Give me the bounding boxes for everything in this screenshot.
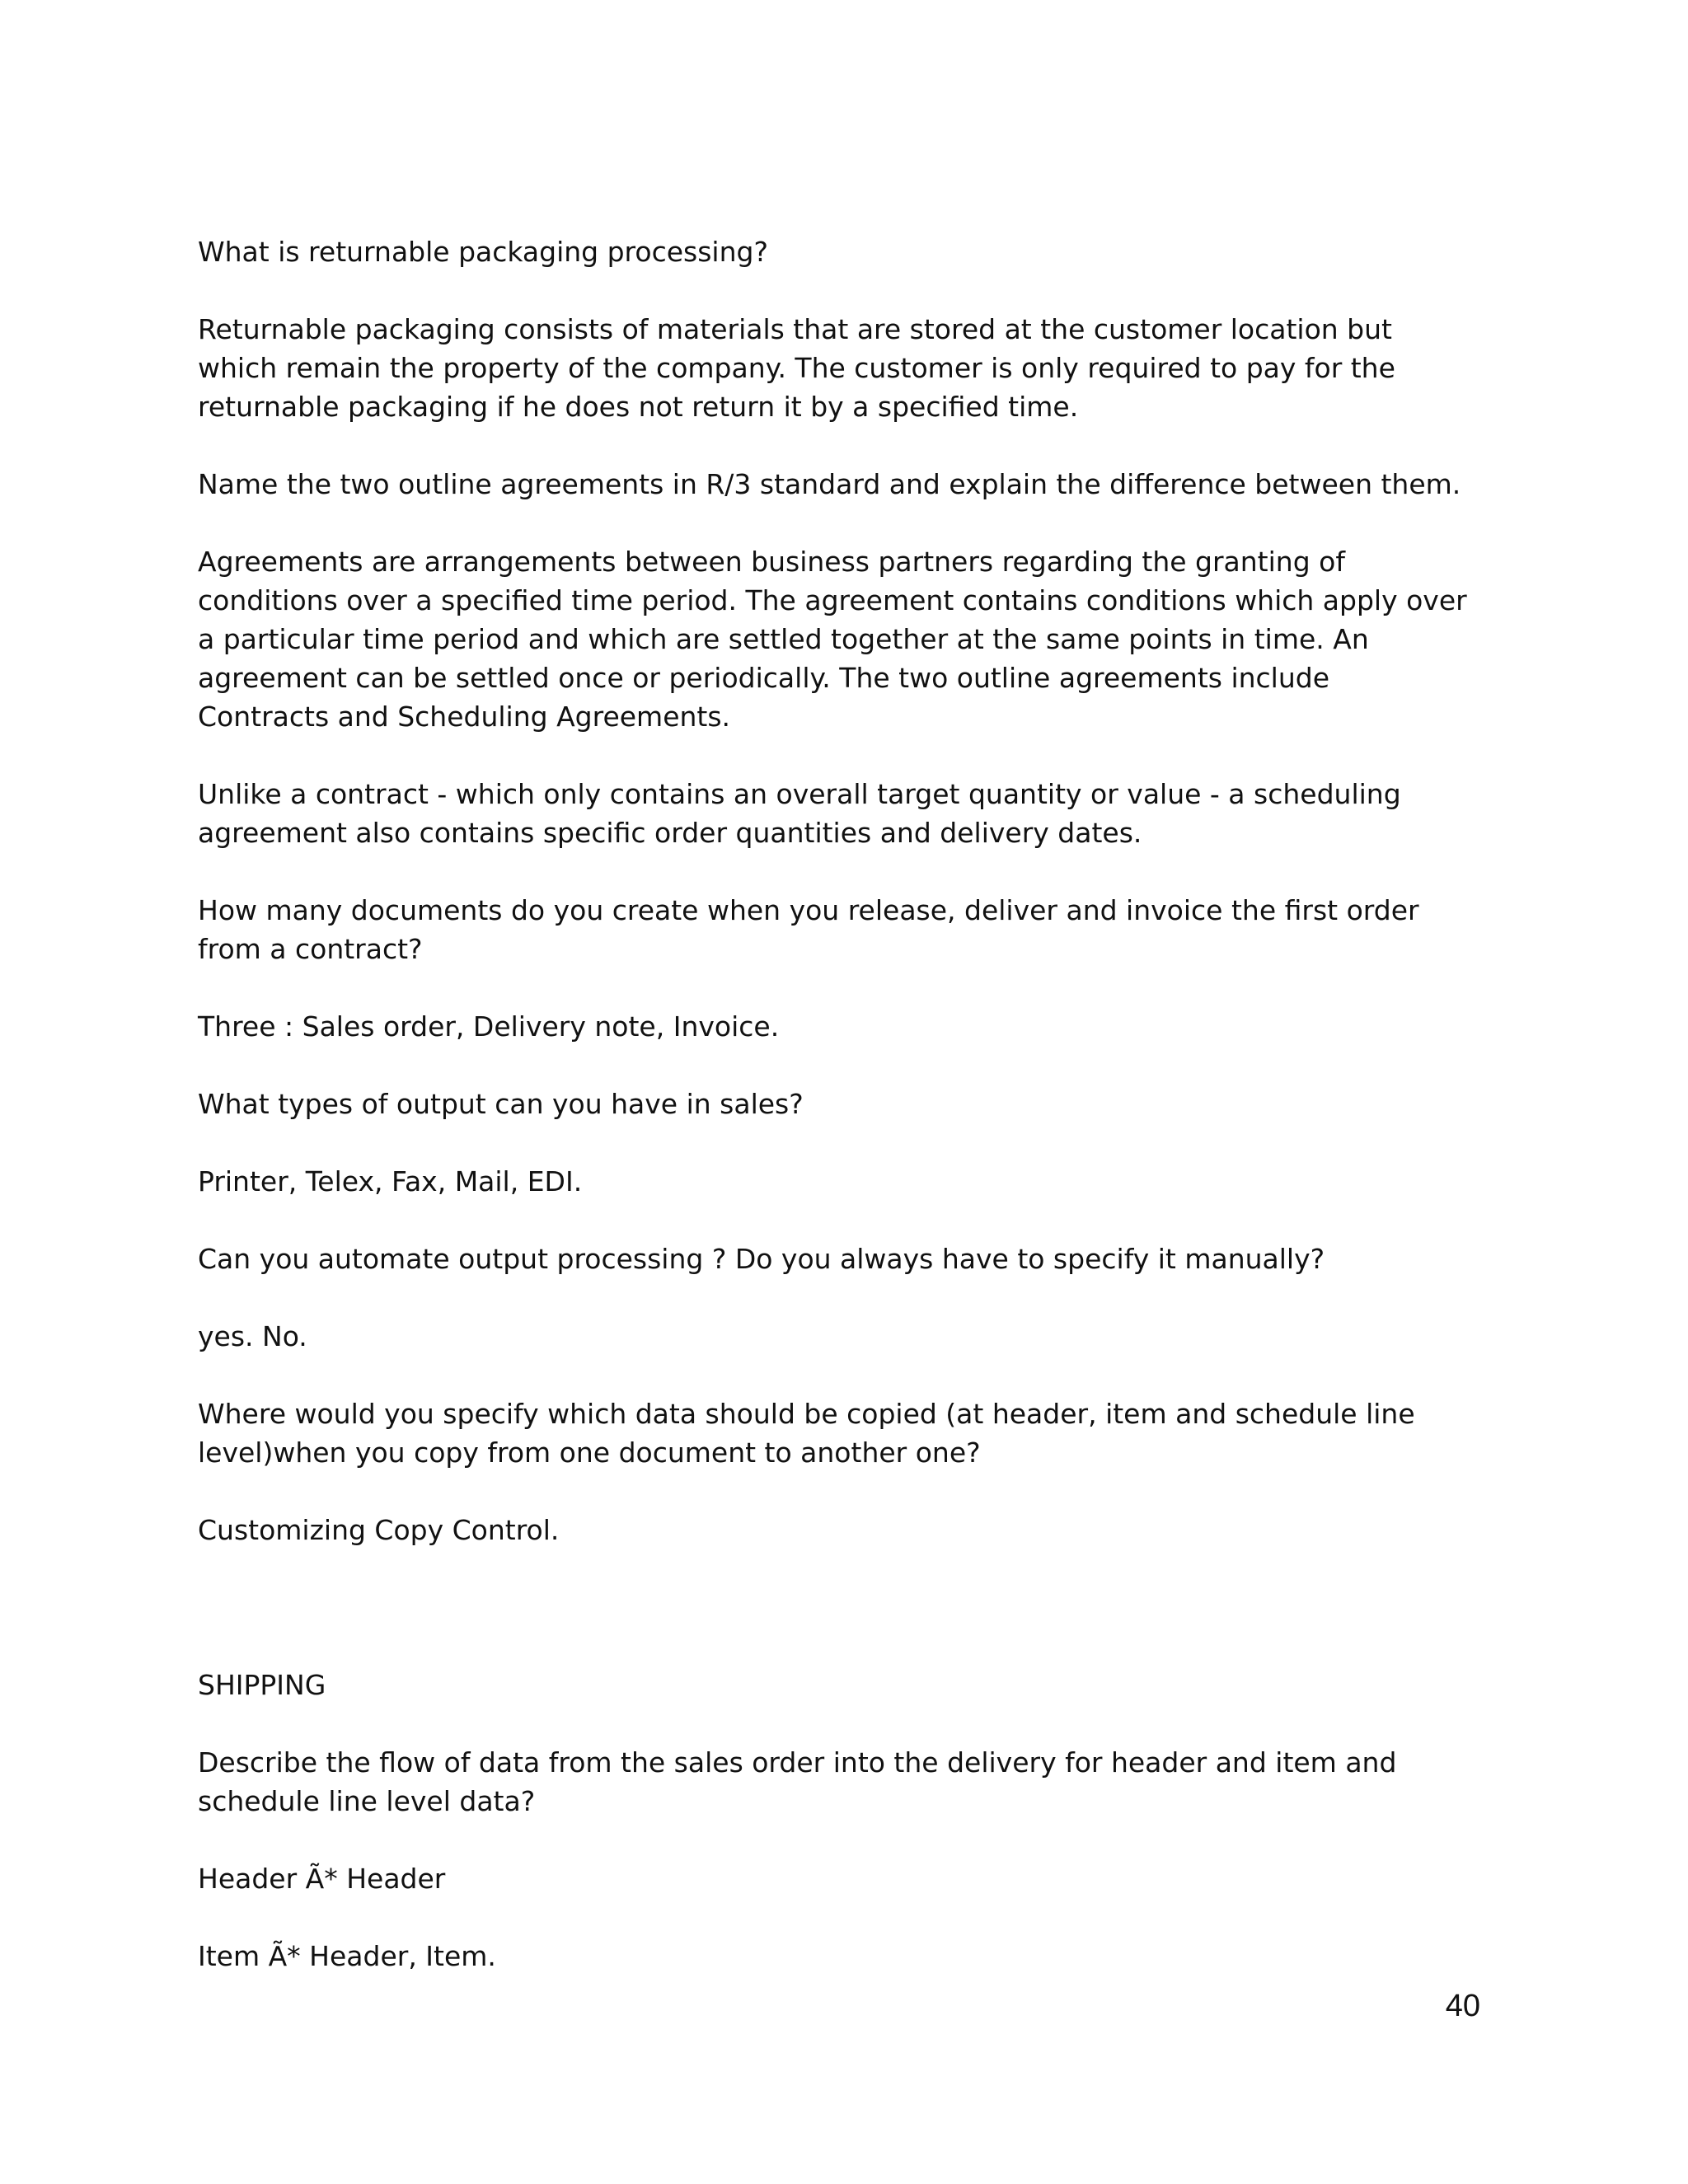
answer-automate-output: yes. No. — [198, 1320, 307, 1352]
answer-returnable-packaging: Returnable packaging consists of materials that are stored at the customer location but which remain the property of the company. The customer is only required to pay for the returnable packaging if he does not return it by a specified time. — [198, 313, 1395, 423]
question-documents-count: How many documents do you create when you release, deliver and invoice the first order from a contract? — [198, 894, 1419, 965]
answer-contract-vs-scheduling: Unlike a contract - which only contains an overall target quantity or value - a scheduling agreement also contains specific order quantities and delivery dates. — [198, 778, 1401, 849]
question-output-types: What types of output can you have in sales? — [198, 1088, 804, 1120]
answer-header-flow: Header Ã* Header — [198, 1863, 446, 1895]
answer-outline-agreements: Agreements are arrangements between business partners regarding the granting of conditions over a specified time period. The agreement contains conditions which apply over a particular time period and which are settled together at the same points in time. An agreement can be settled once or periodically. The two outline agreements include Contracts and Scheduling Agreements. — [198, 546, 1467, 733]
answer-output-types: Printer, Telex, Fax, Mail, EDI. — [198, 1165, 583, 1197]
question-copy-control: Where would you specify which data should be copied (at header, item and schedule line level)when you copy from one document to another one? — [198, 1398, 1415, 1469]
answer-copy-control: Customizing Copy Control. — [198, 1514, 560, 1546]
question-data-flow: Describe the flow of data from the sales order into the delivery for header and item and schedule line level data? — [198, 1746, 1397, 1817]
question-returnable-packaging: What is returnable packaging processing? — [198, 236, 768, 268]
page-content — [198, 232, 1500, 2014]
answer-documents-count: Three : Sales order, Delivery note, Invoice. — [198, 1010, 780, 1043]
page-number: 40 — [1445, 1989, 1480, 2023]
answer-item-flow: Item Ã* Header, Item. — [198, 1940, 496, 1972]
question-outline-agreements: Name the two outline agreements in R/3 standard and explain the difference between them. — [198, 468, 1461, 500]
section-heading: SHIPPING — [198, 1669, 326, 1701]
section-spacer — [198, 1588, 1500, 1666]
question-automate-output: Can you automate output processing ? Do you always have to specify it manually? — [198, 1243, 1325, 1275]
